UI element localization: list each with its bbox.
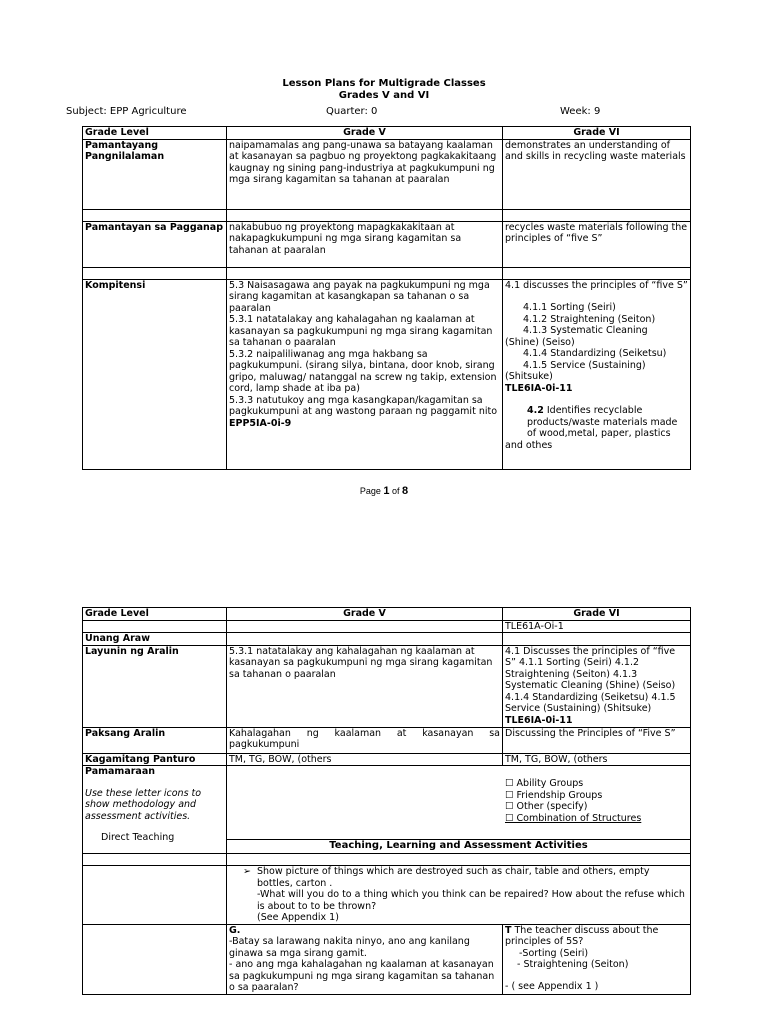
competency-code-grade5: EPP5IA-0i-9 [229,417,292,429]
first-day-label: Unang Araw [83,633,227,646]
footer-page-total: 8 [402,485,409,497]
page-gap [0,530,768,570]
materials-grade5: TM, TG, BOW, (others [227,753,503,766]
footer-page-number: 1 [383,485,390,497]
activity-intro-cell [227,866,691,925]
spacer-cell [227,209,503,221]
lesson-plan-table-2 [82,607,691,995]
competency-5-3-2: 5.3.2 naipaliliwanag ang mga hakbang sa pagkukumpuni. (sirang silya, bintana, door knob, sirang gripo, maluwag/ natanggal na screw ng takip, extension cord, lamp shade at iba pa) [229,348,497,394]
competency-4-1-4: 4.1.4 Standardizing (Seiketsu) [523,348,667,359]
content-standards-label: Pamantayang Pangnilalaman [83,139,227,209]
competency-shine: (Shine) (Seiso) [505,336,575,348]
materials-grade6: TM, TG, BOW, (others [503,753,691,766]
objectives-code-grade6: TLE6IA-0i-11 [505,714,573,726]
competency-5-3-1: 5.3.1 natatalakay ang kahalagahan ng kaalaman at kasanayan sa pagkukumpuni ng mga sirang kagamitan sa tahanan o paaralan [229,314,493,348]
page-footer [0,486,768,498]
empty-cell [83,854,227,866]
competency-4-1-5: 4.1.5 Service (Sustaining) [523,359,646,371]
procedure-note: Use these letter icons to show methodology and assessment activities. [85,787,202,822]
materials-label: Kagamitang Panturo [83,753,227,766]
procedure-label: Pamamaraan [85,766,156,777]
activity-intro-line3: (See Appendix 1) [257,912,339,923]
teacher-activity-label: T [505,924,512,936]
competency-4-2-tail: and othes [505,439,553,451]
lesson-plan-table-1 [82,126,691,470]
week-label: Week: 9 [560,106,601,117]
row-code: TLE61A-Oi-1 [503,620,691,633]
tla-header: Teaching, Learning and Assessment Activities [227,840,691,854]
spacer-cell [227,267,503,279]
teacher-item-sorting: -Sorting (Seiri) [519,947,589,959]
option-ability-groups[interactable]: ☐ Ability Groups [505,778,584,789]
competency-5-3: 5.3 Naisasagawa ang payak na pagkukumpuni ng mga sirang kagamitan at kasangkapan sa tahanan o sa paaralan [229,279,490,314]
teacher-activity-text: The teacher discuss about the principles of 5S? [505,924,659,947]
competencies-label: Kompitensi [83,279,227,469]
header-grade-v: Grade V [227,608,503,621]
competency-4-2-number: 4.2 [527,405,544,416]
document-title: Lesson Plans for Multigrade Classes [282,78,486,89]
activity-intro-line1: Show picture of things which are destroyed such as chair, table and others, empty bottles, carton . [257,866,650,889]
objectives-grade6-cell [503,645,691,727]
teacher-item-straightening: - Straightening (Seiton) [517,959,629,970]
spacer-cell [83,209,227,221]
competency-4-1-2: 4.1.2 Straightening (Seiton) [523,313,656,325]
empty-cell [227,620,503,633]
empty-cell [227,854,691,866]
option-friendship-groups[interactable]: ☐ Friendship Groups [505,789,603,801]
spacer-cell [503,267,691,279]
direct-teaching-label: Direct Teaching [101,832,175,843]
spacer-cell [503,209,691,221]
header-grade-vi: Grade VI [503,608,691,621]
content-standards-grade6: demonstrates an understanding of and skills in recycling waste materials [503,139,691,209]
competency-4-2-text: Identifies recyclable products/waste materials made of wood,metal, paper, plastics [527,405,678,439]
competencies-grade6 [503,279,691,469]
objectives-label: Layunin ng Aralin [83,645,227,727]
competency-code-grade6: TLE6IA-0i-11 [505,382,573,394]
procedure-cell [83,766,227,854]
document-page-2 [0,570,768,1024]
empty-cell [83,866,227,925]
grouping-options [227,766,691,840]
group-activity-cell [227,924,503,994]
activity-intro-line2: -What will you do to a thing which you think can be repaired? How about the refuse which is about to to be thrown? [257,889,685,912]
performance-standards-grade5: nakabubuo ng proyektong mapagkakakitaan at nakapagkukumpuni ng mga sirang kagamitan sa tahanan at paaralan [227,221,503,267]
performance-standards-grade6: recycles waste materials following the principles of “five S” [503,221,691,267]
performance-standards-label: Pamantayan sa Pagganap [83,221,227,267]
header-grade-vi: Grade VI [503,127,691,140]
competency-shitsuke: (Shitsuke) [505,371,553,382]
group-activity-line2: - ano ang mga kahalagahan ng kaalaman at kasanayan sa pagkukumpuni ng mga sirang kagamitan sa tahanan o sa paaralan? [229,959,495,993]
empty-cell [83,924,227,994]
footer-of: of [389,486,403,496]
subject-label: Subject: EPP Agriculture [66,106,187,117]
competencies-grade5 [227,279,503,469]
arrow-bullet-icon: ➢ [243,866,251,877]
spacer-cell [83,267,227,279]
competency-4-1-1: 4.1.1 Sorting (Seiri) [523,302,616,313]
topic-label: Paksang Aralin [83,727,227,753]
empty-cell [227,633,503,646]
topic-grade5: Kahalagahan ng kaalaman at kasanayan sa pagkukumpuni [227,727,503,753]
header-grade-level: Grade Level [83,608,227,621]
competency-5-3-3: 5.3.3 natutukoy ang mga kasangkapan/kagamitan sa pagkukumpuni at ang wastong paraan ng paggamit nito [229,394,498,417]
objectives-grade5: 5.3.1 natatalakay ang kahalagahan ng kaalaman at kasanayan sa pagkukumpuni ng mga sirang kagamitan sa tahanan o paaralan [227,645,503,727]
competency-4-1-3: 4.1.3 Systematic Cleaning [523,325,648,336]
option-other[interactable]: ☐ Other (specify) [505,801,588,812]
topic-grade6: Discussing the Principles of “Five S” [503,727,691,753]
empty-cell [83,620,227,633]
group-activity-line1: -Batay sa larawang nakita ninyo, ano ang kanilang ginawa sa mga sirang gamit. [229,936,470,959]
header-grade-level: Grade Level [83,127,227,140]
teacher-activity-cell [503,924,691,994]
empty-cell [503,633,691,646]
teacher-activity-appendix: - ( see Appendix 1 ) [505,980,599,992]
teacher-activity-intro [505,925,688,948]
document-grades: Grades V and VI [338,90,430,101]
content-standards-grade5: naipamamalas ang pang-unawa sa batayang kaalaman at kasanayan sa pagbuo ng proyektong pagkakakitaang kaugnay ng sining pang-industriya at pagkukumpuni ng mga sirang kagamitan sa tahanan at paaralan [227,139,503,209]
competency-4-2 [505,405,688,440]
activity-intro [243,866,688,924]
quarter-label: Quarter: 0 [326,106,378,117]
competency-4-1: 4.1 discusses the principles of “five S” [505,279,688,291]
header-grade-v: Grade V [227,127,503,140]
activity-intro-body [257,866,688,924]
group-activity-label: G. [229,924,241,936]
option-combination[interactable]: ☐ Combination of Structures [505,812,642,824]
footer-prefix: Page [359,486,384,496]
objectives-grade6: 4.1 Discusses the principles of “five S” 4.1.1 Sorting (Seiri) 4.1.2 Straightening (Seiton) 4.1.3 Systematic Cleaning (Shine) (Seiso) 4.1.4 Standardizing (Seiketsu) 4.1.5 Service (Sustaining) (Shitsuke) [505,645,676,714]
